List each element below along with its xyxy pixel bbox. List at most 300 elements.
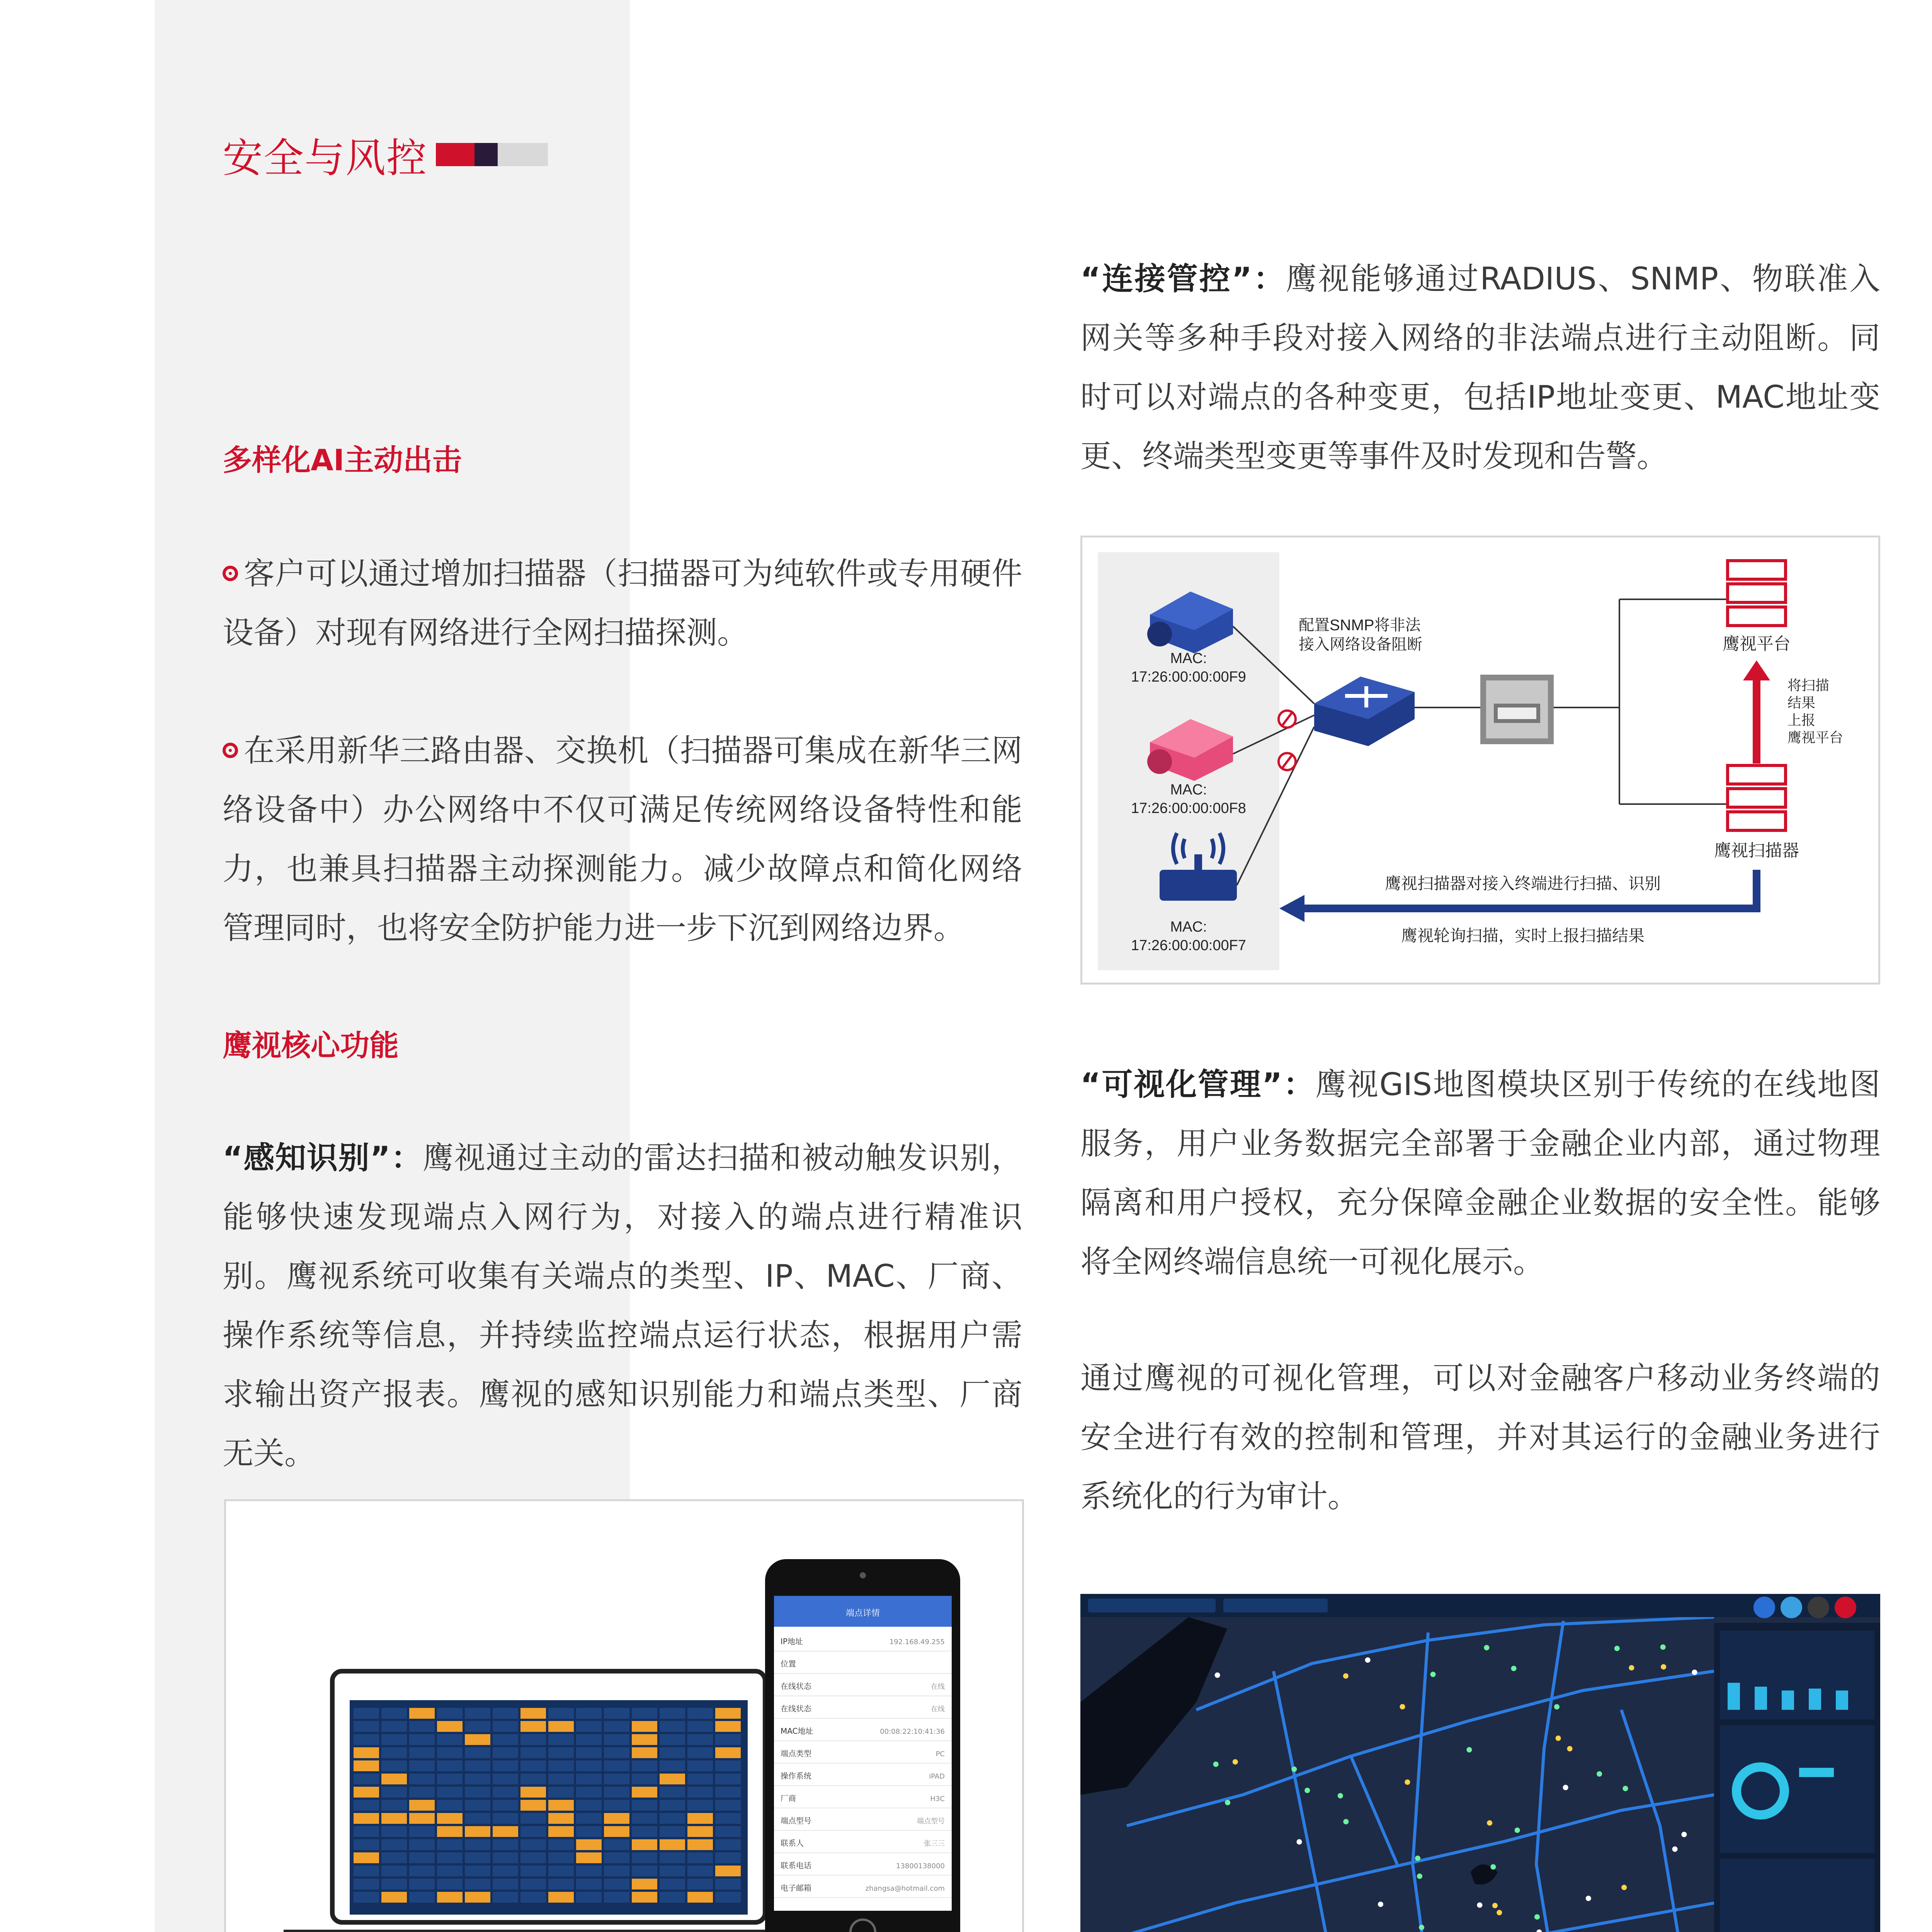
grid-cell (632, 1734, 657, 1745)
phone-row-value: 张三三 (924, 1840, 945, 1848)
section-header (223, 128, 548, 182)
laptop-phone-illustration (226, 1501, 1022, 1932)
grid-cell (493, 1787, 518, 1798)
grid-cell (660, 1813, 685, 1824)
grid-cell (632, 1747, 657, 1758)
map-marker (1563, 1785, 1568, 1790)
grid-cell (437, 1800, 463, 1811)
grid-cell (715, 1774, 741, 1784)
grid-cell (604, 1826, 629, 1837)
grid-cell (465, 1879, 490, 1889)
grid-cell (381, 1813, 407, 1824)
connect-control-text: 鹰视能够通过RADIUS、SNMP、物联准入网关等多种手段对接入网络的非法端点进行主动阻断。同时可以对端点的各种变更，包括IP地址变更、MAC地址变更、终端类型变更等事件及时发现和告警。 (1080, 261, 1880, 474)
grid-cell (520, 1879, 546, 1889)
grid-cell (715, 1800, 741, 1811)
grid-cell (520, 1734, 546, 1745)
grid-cell (548, 1826, 574, 1837)
map-marker (1466, 1747, 1472, 1752)
grid-cell (465, 1826, 490, 1837)
visual-management-text: 鹰视GIS地图模块区别于传统的在线地图服务，用户业务数据完全部署于金融企业内部，通过物理隔离和用户授权，充分保障金融企业数据的安全性。能够将全网终端信息统一可视化展示。 (1080, 1066, 1880, 1280)
grid-cell (660, 1721, 685, 1732)
grid-cell (715, 1734, 741, 1745)
map-marker (1419, 1925, 1424, 1930)
grid-cell (409, 1774, 435, 1784)
grid-cell (520, 1839, 546, 1850)
phone-row-value: PC (935, 1750, 945, 1758)
grid-cell (381, 1800, 407, 1811)
grid-cell (354, 1800, 379, 1811)
grid-cell (604, 1787, 629, 1798)
mac-label-1: MAC: 17:26:00:00:00F9 (1131, 650, 1246, 685)
grid-cell (632, 1879, 657, 1889)
grid-cell (632, 1708, 657, 1719)
phone-row-label: 位置 (781, 1659, 796, 1668)
bullet-icon (223, 566, 238, 581)
phone-row-value: 在线 (931, 1705, 945, 1713)
grid-cell (493, 1892, 518, 1903)
grid-cell (548, 1800, 574, 1811)
map-marker (1681, 1832, 1687, 1837)
grid-cell (437, 1760, 463, 1771)
grid-cell (604, 1800, 629, 1811)
map-marker (1365, 1657, 1371, 1663)
map-marker (1233, 1759, 1238, 1765)
grid-cell (465, 1774, 490, 1784)
grid-cell (660, 1747, 685, 1758)
grid-cell (687, 1826, 713, 1837)
map-marker (1417, 1874, 1422, 1879)
map-marker (1556, 1736, 1561, 1741)
grid-cell (465, 1734, 490, 1745)
grid-cell (437, 1774, 463, 1784)
grid-cell (687, 1839, 713, 1850)
grid-cell (409, 1787, 435, 1798)
snmp-label: 配置SNMP将非法接入网络设备阻断 (1299, 617, 1422, 653)
grid-cell (604, 1734, 629, 1745)
grid-cell (687, 1747, 713, 1758)
grid-cell (437, 1892, 463, 1903)
grid-cell (687, 1879, 713, 1889)
map-marker (1490, 1864, 1496, 1870)
map-marker (1484, 1645, 1489, 1650)
grid-cell (409, 1852, 435, 1863)
grid-cell (354, 1774, 379, 1784)
grid-cell (576, 1708, 602, 1719)
map-marker (1343, 1819, 1349, 1824)
grid-cell (493, 1839, 518, 1850)
map-marker (1586, 1896, 1591, 1901)
phone-screen-title: 端点详情 (845, 1608, 880, 1618)
phone-row-value: H3C (930, 1795, 945, 1803)
grid-cell (437, 1734, 463, 1745)
grid-cell (354, 1708, 379, 1719)
map-marker (1213, 1762, 1219, 1767)
grid-cell (660, 1879, 685, 1889)
map-marker (1660, 1645, 1666, 1650)
grid-cell (548, 1721, 574, 1732)
map-marker (1629, 1665, 1634, 1670)
map-marker (1225, 1800, 1230, 1805)
grid-cell (437, 1813, 463, 1824)
grid-cell (381, 1852, 407, 1863)
grid-cell (520, 1747, 546, 1758)
phone-row-label: 联系人 (781, 1838, 804, 1848)
phone-row-label: 在线状态 (781, 1704, 811, 1713)
grid-cell (354, 1826, 379, 1837)
network-diagram (1082, 537, 1878, 983)
grid-cell (493, 1734, 518, 1745)
grid-cell (687, 1813, 713, 1824)
grid-cell (660, 1708, 685, 1719)
grid-cell (520, 1852, 546, 1863)
connect-control-paragraph (1080, 249, 1880, 486)
grid-cell (548, 1734, 574, 1745)
network-diagram-frame (1080, 536, 1880, 985)
grid-cell (715, 1787, 741, 1798)
gis-map-screenshot (1080, 1594, 1880, 1932)
phone-row-label: 联系电话 (781, 1861, 811, 1870)
grid-cell (437, 1721, 463, 1732)
grid-cell (548, 1787, 574, 1798)
grid-cell (354, 1813, 379, 1824)
grid-cell (520, 1760, 546, 1771)
grid-cell (576, 1866, 602, 1876)
grid-cell (687, 1787, 713, 1798)
grid-cell (548, 1866, 574, 1876)
grid-cell (604, 1760, 629, 1771)
grid-cell (520, 1800, 546, 1811)
grid-cell (465, 1839, 490, 1850)
grid-cell (660, 1892, 685, 1903)
grid-cell (520, 1866, 546, 1876)
grid-cell (576, 1774, 602, 1784)
grid-cell (687, 1892, 713, 1903)
grid-cell (576, 1826, 602, 1837)
grid-cell (409, 1747, 435, 1758)
grid-cell (354, 1760, 379, 1771)
grid-cell (381, 1774, 407, 1784)
grid-cell (465, 1721, 490, 1732)
bullet-icon (223, 743, 238, 758)
grid-cell (632, 1866, 657, 1876)
phone-row-value: 00:08:22:10:41:36 (880, 1728, 945, 1736)
map-marker (1554, 1704, 1560, 1709)
grid-cell (604, 1852, 629, 1863)
grid-cell (632, 1760, 657, 1771)
map-marker (1692, 1670, 1697, 1675)
grid-cell (381, 1866, 407, 1876)
grid-cell (381, 1734, 407, 1745)
grid-cell (604, 1721, 629, 1732)
visual-management-paragraph-2: 通过鹰视的可视化管理，可以对金融客户移动业务终端的安全进行有效的控制和管理，并对其运行的金融业务进行系统化的行为审计。 (1080, 1360, 1880, 1514)
map-marker (1497, 1910, 1502, 1915)
grid-cell (548, 1774, 574, 1784)
map-marker (1622, 1786, 1628, 1791)
grid-cell (437, 1708, 463, 1719)
grid-cell (381, 1721, 407, 1732)
grid-cell (409, 1800, 435, 1811)
grid-cell (493, 1826, 518, 1837)
grid-cell (604, 1879, 629, 1889)
grid-cell (687, 1708, 713, 1719)
header-accent-bar (436, 143, 474, 166)
map-marker (1400, 1704, 1405, 1709)
map-marker (1511, 1666, 1517, 1671)
grid-cell (548, 1852, 574, 1863)
grid-cell (354, 1787, 379, 1798)
grid-cell (548, 1813, 574, 1824)
switch-icon (1314, 677, 1415, 746)
grid-cell (493, 1852, 518, 1863)
grid-cell (437, 1747, 463, 1758)
grid-cell (632, 1774, 657, 1784)
grid-cell (660, 1787, 685, 1798)
grid-cell (715, 1879, 741, 1889)
device-screenshot-frame (224, 1499, 1024, 1932)
map-marker (1534, 1914, 1540, 1920)
grid-cell (354, 1839, 379, 1850)
grid-cell (437, 1787, 463, 1798)
grid-cell (520, 1787, 546, 1798)
grid-cell (715, 1813, 741, 1824)
grid-cell (632, 1800, 657, 1811)
map-marker (1567, 1746, 1573, 1752)
map-marker (1515, 1828, 1520, 1833)
grid-cell (576, 1839, 602, 1850)
grid-cell (576, 1734, 602, 1745)
grid-cell (381, 1879, 407, 1889)
phone-row-label: 厂商 (781, 1794, 796, 1803)
phone-row-label: 电子邮箱 (781, 1883, 811, 1893)
grid-cell (520, 1708, 546, 1719)
scan-text: 鹰视扫描器对接入终端进行扫描、识别 (1384, 874, 1661, 893)
grid-cell (354, 1866, 379, 1876)
grid-cell (687, 1866, 713, 1876)
visual-management-label: “可视化管理”： (1080, 1066, 1315, 1102)
grid-cell (520, 1826, 546, 1837)
map-marker (1597, 1771, 1602, 1777)
grid-cell (354, 1747, 379, 1758)
grid-cell (520, 1721, 546, 1732)
phone-row-label: 操作系统 (781, 1771, 811, 1781)
grid-cell (576, 1787, 602, 1798)
phone-row-value: 在线 (931, 1683, 945, 1691)
mac-label-3: MAC: 17:26:00:00:00F7 (1131, 919, 1246, 954)
phone-row-label: IP地址 (781, 1637, 803, 1646)
grid-cell (465, 1760, 490, 1771)
map-marker (1405, 1779, 1410, 1785)
grid-cell (465, 1708, 490, 1719)
map-marker (1430, 1672, 1436, 1677)
grid-cell (687, 1774, 713, 1784)
phone-row-value: 13800138000 (896, 1862, 945, 1870)
grid-cell (493, 1708, 518, 1719)
grid-cell (465, 1866, 490, 1876)
bullet-paragraph-2 (223, 721, 1022, 957)
perception-paragraph (223, 1128, 1022, 1483)
grid-cell (381, 1708, 407, 1719)
map-marker (1477, 1902, 1482, 1908)
grid-cell (576, 1721, 602, 1732)
phone-row-value: 192.168.49.255 (889, 1638, 945, 1646)
grid-cell (493, 1813, 518, 1824)
section-title: 安全与风控 (223, 134, 428, 182)
map-marker (1343, 1673, 1349, 1679)
header-accent-bar-dark (474, 143, 498, 166)
grid-cell (576, 1760, 602, 1771)
map-marker (1215, 1672, 1220, 1678)
grid-cell (437, 1826, 463, 1837)
phone-row-label: MAC地址 (781, 1726, 813, 1736)
grid-cell (409, 1839, 435, 1850)
grid-cell (548, 1839, 574, 1850)
grid-cell (632, 1813, 657, 1824)
grid-cell (354, 1721, 379, 1732)
grid-cell (409, 1879, 435, 1889)
grid-cell (576, 1747, 602, 1758)
grid-cell (687, 1852, 713, 1863)
map-marker (1492, 1903, 1498, 1908)
grid-cell (520, 1813, 546, 1824)
block-icon (1279, 711, 1296, 770)
grid-cell (493, 1866, 518, 1876)
grid-cell (437, 1879, 463, 1889)
map-marker (1291, 1767, 1297, 1772)
grid-cell (715, 1866, 741, 1876)
grid-cell (381, 1787, 407, 1798)
map-marker (1378, 1901, 1383, 1907)
grid-cell (381, 1760, 407, 1771)
grid-cell (493, 1747, 518, 1758)
grid-cell (632, 1839, 657, 1850)
grid-cell (576, 1800, 602, 1811)
map-marker (1296, 1839, 1302, 1845)
map-marker (1487, 1820, 1492, 1826)
grid-cell (660, 1852, 685, 1863)
grid-cell (548, 1747, 574, 1758)
grid-cell (715, 1721, 741, 1732)
grid-cell (715, 1760, 741, 1771)
poll-text: 鹰视轮询扫描，实时上报扫描结果 (1401, 927, 1645, 945)
grid-cell (660, 1774, 685, 1784)
bullet-paragraph-1 (223, 544, 1022, 662)
platform-server-icon (1728, 561, 1786, 626)
grid-cell (604, 1813, 629, 1824)
gateway-server-icon (1480, 675, 1554, 744)
phone-row-value: iPAD (929, 1772, 945, 1781)
grid-cell (660, 1760, 685, 1771)
grid-cell (632, 1852, 657, 1863)
perception-label: “感知识别”： (223, 1140, 423, 1176)
report-label: 将扫描结果上报鹰视平台 (1787, 677, 1844, 745)
map-marker (1621, 1885, 1627, 1890)
grid-cell (604, 1708, 629, 1719)
grid-cell (604, 1839, 629, 1850)
grid-cell (465, 1892, 490, 1903)
grid-cell (354, 1734, 379, 1745)
grid-cell (465, 1800, 490, 1811)
grid-cell (687, 1721, 713, 1732)
grid-cell (354, 1852, 379, 1863)
grid-cell (381, 1826, 407, 1837)
grid-cell (409, 1826, 435, 1837)
grid-cell (409, 1734, 435, 1745)
grid-cell (660, 1800, 685, 1811)
grid-cell (381, 1892, 407, 1903)
grid-cell (437, 1866, 463, 1876)
grid-cell (576, 1892, 602, 1903)
grid-cell (381, 1747, 407, 1758)
subhead-ai-scan: 多样化AI主动出击 (223, 443, 462, 477)
grid-cell (548, 1708, 574, 1719)
grid-cell (437, 1839, 463, 1850)
grid-cell (409, 1760, 435, 1771)
grid-cell (493, 1774, 518, 1784)
grid-cell (548, 1892, 574, 1903)
phone-row-label: 端点型号 (781, 1816, 811, 1825)
grid-cell (520, 1892, 546, 1903)
scanner-label: 鹰视扫描器 (1714, 841, 1799, 860)
grid-cell (437, 1852, 463, 1863)
grid-cell (493, 1721, 518, 1732)
grid-cell (493, 1879, 518, 1889)
map-marker (1672, 1847, 1678, 1852)
platform-label: 鹰视平台 (1723, 634, 1791, 653)
map-marker (1338, 1793, 1343, 1798)
grid-cell (632, 1721, 657, 1732)
map-marker (1614, 1646, 1620, 1651)
map-marker (1304, 1788, 1310, 1793)
phone-row-value: zhangsa@hotmail.com (865, 1884, 945, 1893)
phone-row-label: 在线状态 (781, 1682, 811, 1691)
grid-cell (465, 1747, 490, 1758)
grid-cell (604, 1747, 629, 1758)
subhead-core-functions: 鹰视核心功能 (223, 1028, 399, 1063)
gis-map (1080, 1594, 1880, 1932)
map-marker (1415, 1855, 1420, 1861)
grid-cell (715, 1708, 741, 1719)
mac-label-2: MAC: 17:26:00:00:00F8 (1131, 782, 1246, 816)
grid-cell (604, 1866, 629, 1876)
grid-cell (604, 1774, 629, 1784)
grid-cell (576, 1813, 602, 1824)
grid-cell (409, 1708, 435, 1719)
grid-cell (493, 1760, 518, 1771)
grid-cell (687, 1760, 713, 1771)
grid-cell (715, 1839, 741, 1850)
grid-cell (715, 1852, 741, 1863)
grid-cell (715, 1826, 741, 1837)
grid-cell (604, 1892, 629, 1903)
grid-cell (660, 1826, 685, 1837)
grid-cell (548, 1760, 574, 1771)
grid-cell (548, 1879, 574, 1889)
grid-cell (687, 1800, 713, 1811)
grid-cell (715, 1892, 741, 1903)
phone-row-value: 端点型号 (917, 1817, 945, 1825)
bullet-text-1: 客户可以通过增加扫描器（扫描器可为纯软件或专用硬件设备）对现有网络进行全网扫描探测。 (223, 556, 1022, 651)
phone-row-label: 端点类型 (781, 1749, 811, 1758)
grid-cell (687, 1734, 713, 1745)
grid-cell (632, 1826, 657, 1837)
grid-cell (576, 1879, 602, 1889)
connect-control-label: “连接管控”： (1080, 261, 1286, 297)
grid-cell (409, 1813, 435, 1824)
bullet-text-2: 在采用新华三路由器、交换机（扫描器可集成在新华三网络设备中）办公网络中不仅可满足传统网络设备特性和能力，也兼具扫描器主动探测能力。减少故障点和简化网络管理同时，也将安全防护能力进一步下沉到网络边界。 (223, 733, 1022, 946)
header-accent-bar-gray (498, 143, 548, 166)
grid-cell (715, 1747, 741, 1758)
grid-cell (381, 1839, 407, 1850)
